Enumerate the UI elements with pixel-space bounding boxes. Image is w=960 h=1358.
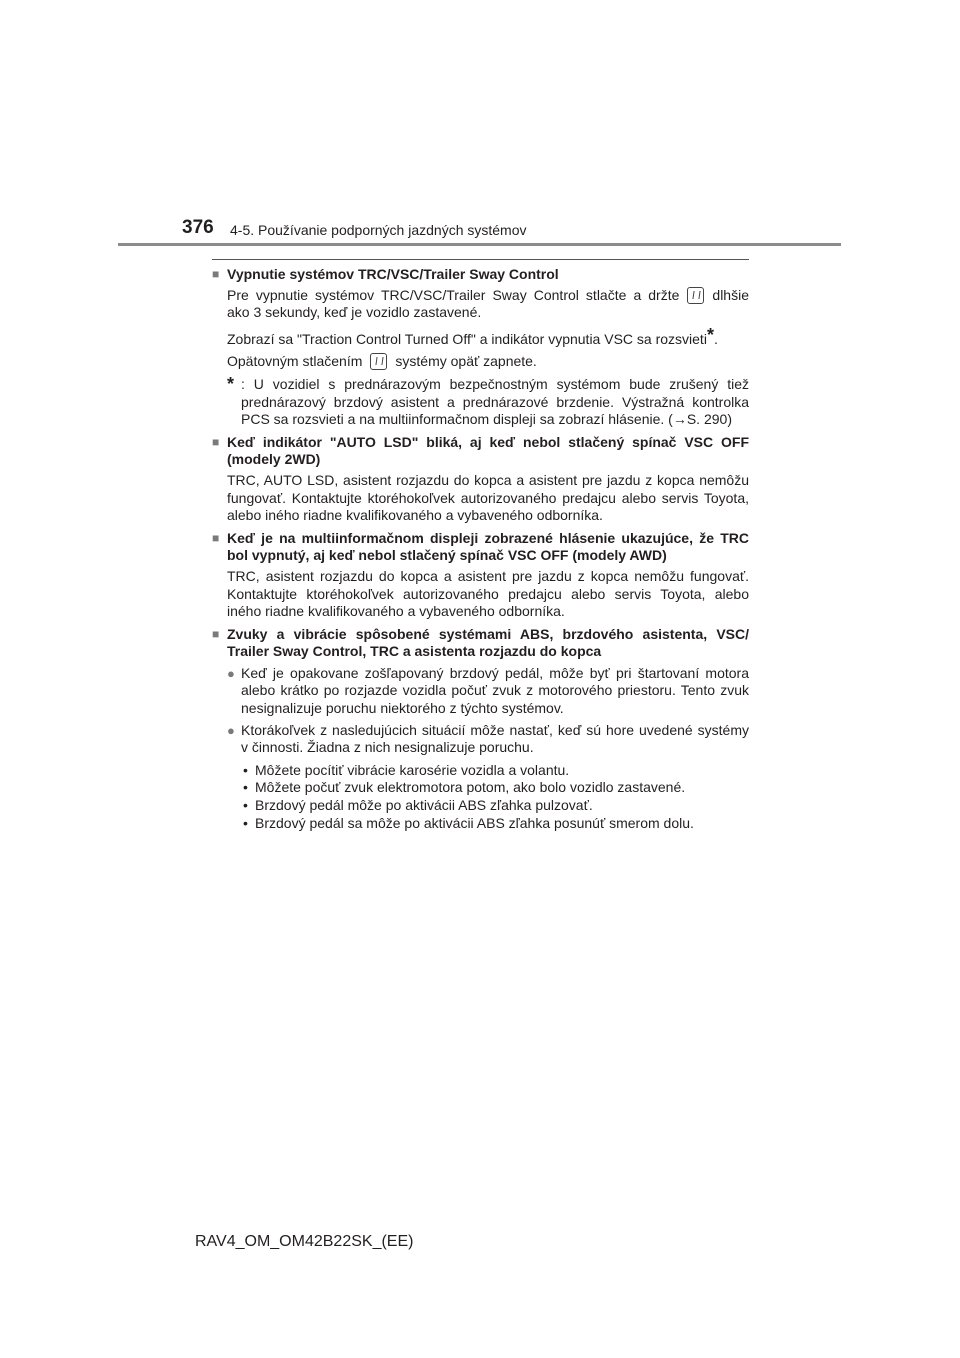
square-bullet-icon: ■ [212, 530, 220, 545]
header-rule [118, 243, 841, 246]
section-vsc-off [212, 266, 749, 429]
footnote: * : U vozidiel s prednárazovým bezpečnostným systémom bude zrušený tiež prednárazový brzdový asistent a prednárazové brzdenie. Výstražná kontrolka PCS sa rozsvieti a na multiinformačnom displeji sa zobrazí hlásenie. (→S. 290) [227, 373, 749, 428]
sub-list-item: • Môžete pocítiť vibrácie karosérie vozidla a volantu. [243, 761, 570, 778]
section-heading: ■ Zvuky a vibrácie spôsobené systémami ABS, brzdového asistenta, VSC/ Trailer Sway Control, TRC a asistenta rozjazdu do kopca [212, 625, 749, 660]
list-item: ● Ktorákoľvek z nasledujúcich situácií môže nastať, keď sú hore uvedené systémy v činnosti. Žiadna z nich nesignalizuje poruchu. [227, 721, 749, 756]
list-item: ● Keď je opakovane zošľapovaný brzdový pedál, môže byť pri štartovaní motora alebo krátko po rozjazde vozidla počuť zvuk z motorového priestoru. Tento zvuk nesignalizuje poruchu niektorého z týchto systémov. [227, 664, 749, 717]
circle-bullet-icon: ● [227, 665, 235, 681]
page-content [212, 266, 749, 837]
document-code: RAV4_OM_OM42B22SK_(EE) [195, 1233, 414, 1250]
footnote-star: * [227, 373, 235, 394]
paragraph: Pre vypnutie systémov TRC/VSC/Trailer Sway Control stlačte a držte dlhšie ako 3 sekundy, keď je vozidlo zastavené. [227, 286, 749, 321]
sub-list-item: • Brzdový pedál môže po aktivácii ABS zľahka pulzovať. [243, 797, 593, 814]
chapter-title: 4-5. Používanie podporných jazdných systémov [230, 222, 527, 238]
paragraph: Zobrazí sa "Traction Control Turned Off" a indikátor vypnutia VSC sa rozsvieti*. [227, 324, 718, 347]
vsc-off-switch-icon [370, 353, 387, 370]
circle-bullet-icon: ● [227, 722, 235, 738]
footnote-star: * [706, 324, 714, 345]
section-heading: ■ Keď indikátor "AUTO LSD" bliká, aj keď nebol stlačený spínač VSC OFF (modely 2WD) [212, 433, 749, 468]
section-trc-message [212, 530, 749, 621]
square-bullet-icon: ■ [212, 434, 220, 449]
paragraph: Opätovným stlačením systémy opäť zapnete. [227, 353, 537, 370]
sub-list [241, 762, 749, 832]
paragraph: TRC, asistent rozjazdu do kopca a asistent pre jazdu z kopca nemôžu fungovať. Kontaktujte ktoréhokoľvek autorizovaného predajcu alebo servis Toyota, alebo iného riadne kvalifikovaného a vybaveného odborníka. [227, 567, 749, 620]
content-divider [212, 259, 749, 260]
section-heading: ■ Vypnutie systémov TRC/VSC/Trailer Sway Control [212, 266, 559, 282]
square-bullet-icon: ■ [212, 626, 220, 641]
section-sounds-vibrations [212, 626, 749, 833]
vsc-off-switch-icon [687, 287, 704, 304]
section-heading: ■ Keď je na multiinformačnom displeji zobrazené hlásenie ukazujúce, že TRC bol vypnutý, aj keď nebol stlačený spínač VSC OFF (modely AWD) [212, 529, 749, 564]
sub-list-item: • Brzdový pedál sa môže po aktivácii ABS zľahka posunúť smerom dolu. [243, 814, 694, 831]
square-bullet-icon: ■ [212, 267, 220, 281]
page-number: 376 [182, 217, 214, 238]
paragraph: TRC, AUTO LSD, asistent rozjazdu do kopca a asistent pre jazdu z kopca nemôžu fungovať. Kontaktujte ktoréhokoľvek autorizovaného predajcu alebo servis Toyota, alebo iného riadne kvalifikovaného a vybaveného odborníka. [227, 471, 749, 524]
section-auto-lsd [212, 434, 749, 525]
sub-list-item: • Môžete počuť zvuk elektromotora potom, ako bolo vozidlo zastavené. [243, 779, 686, 796]
